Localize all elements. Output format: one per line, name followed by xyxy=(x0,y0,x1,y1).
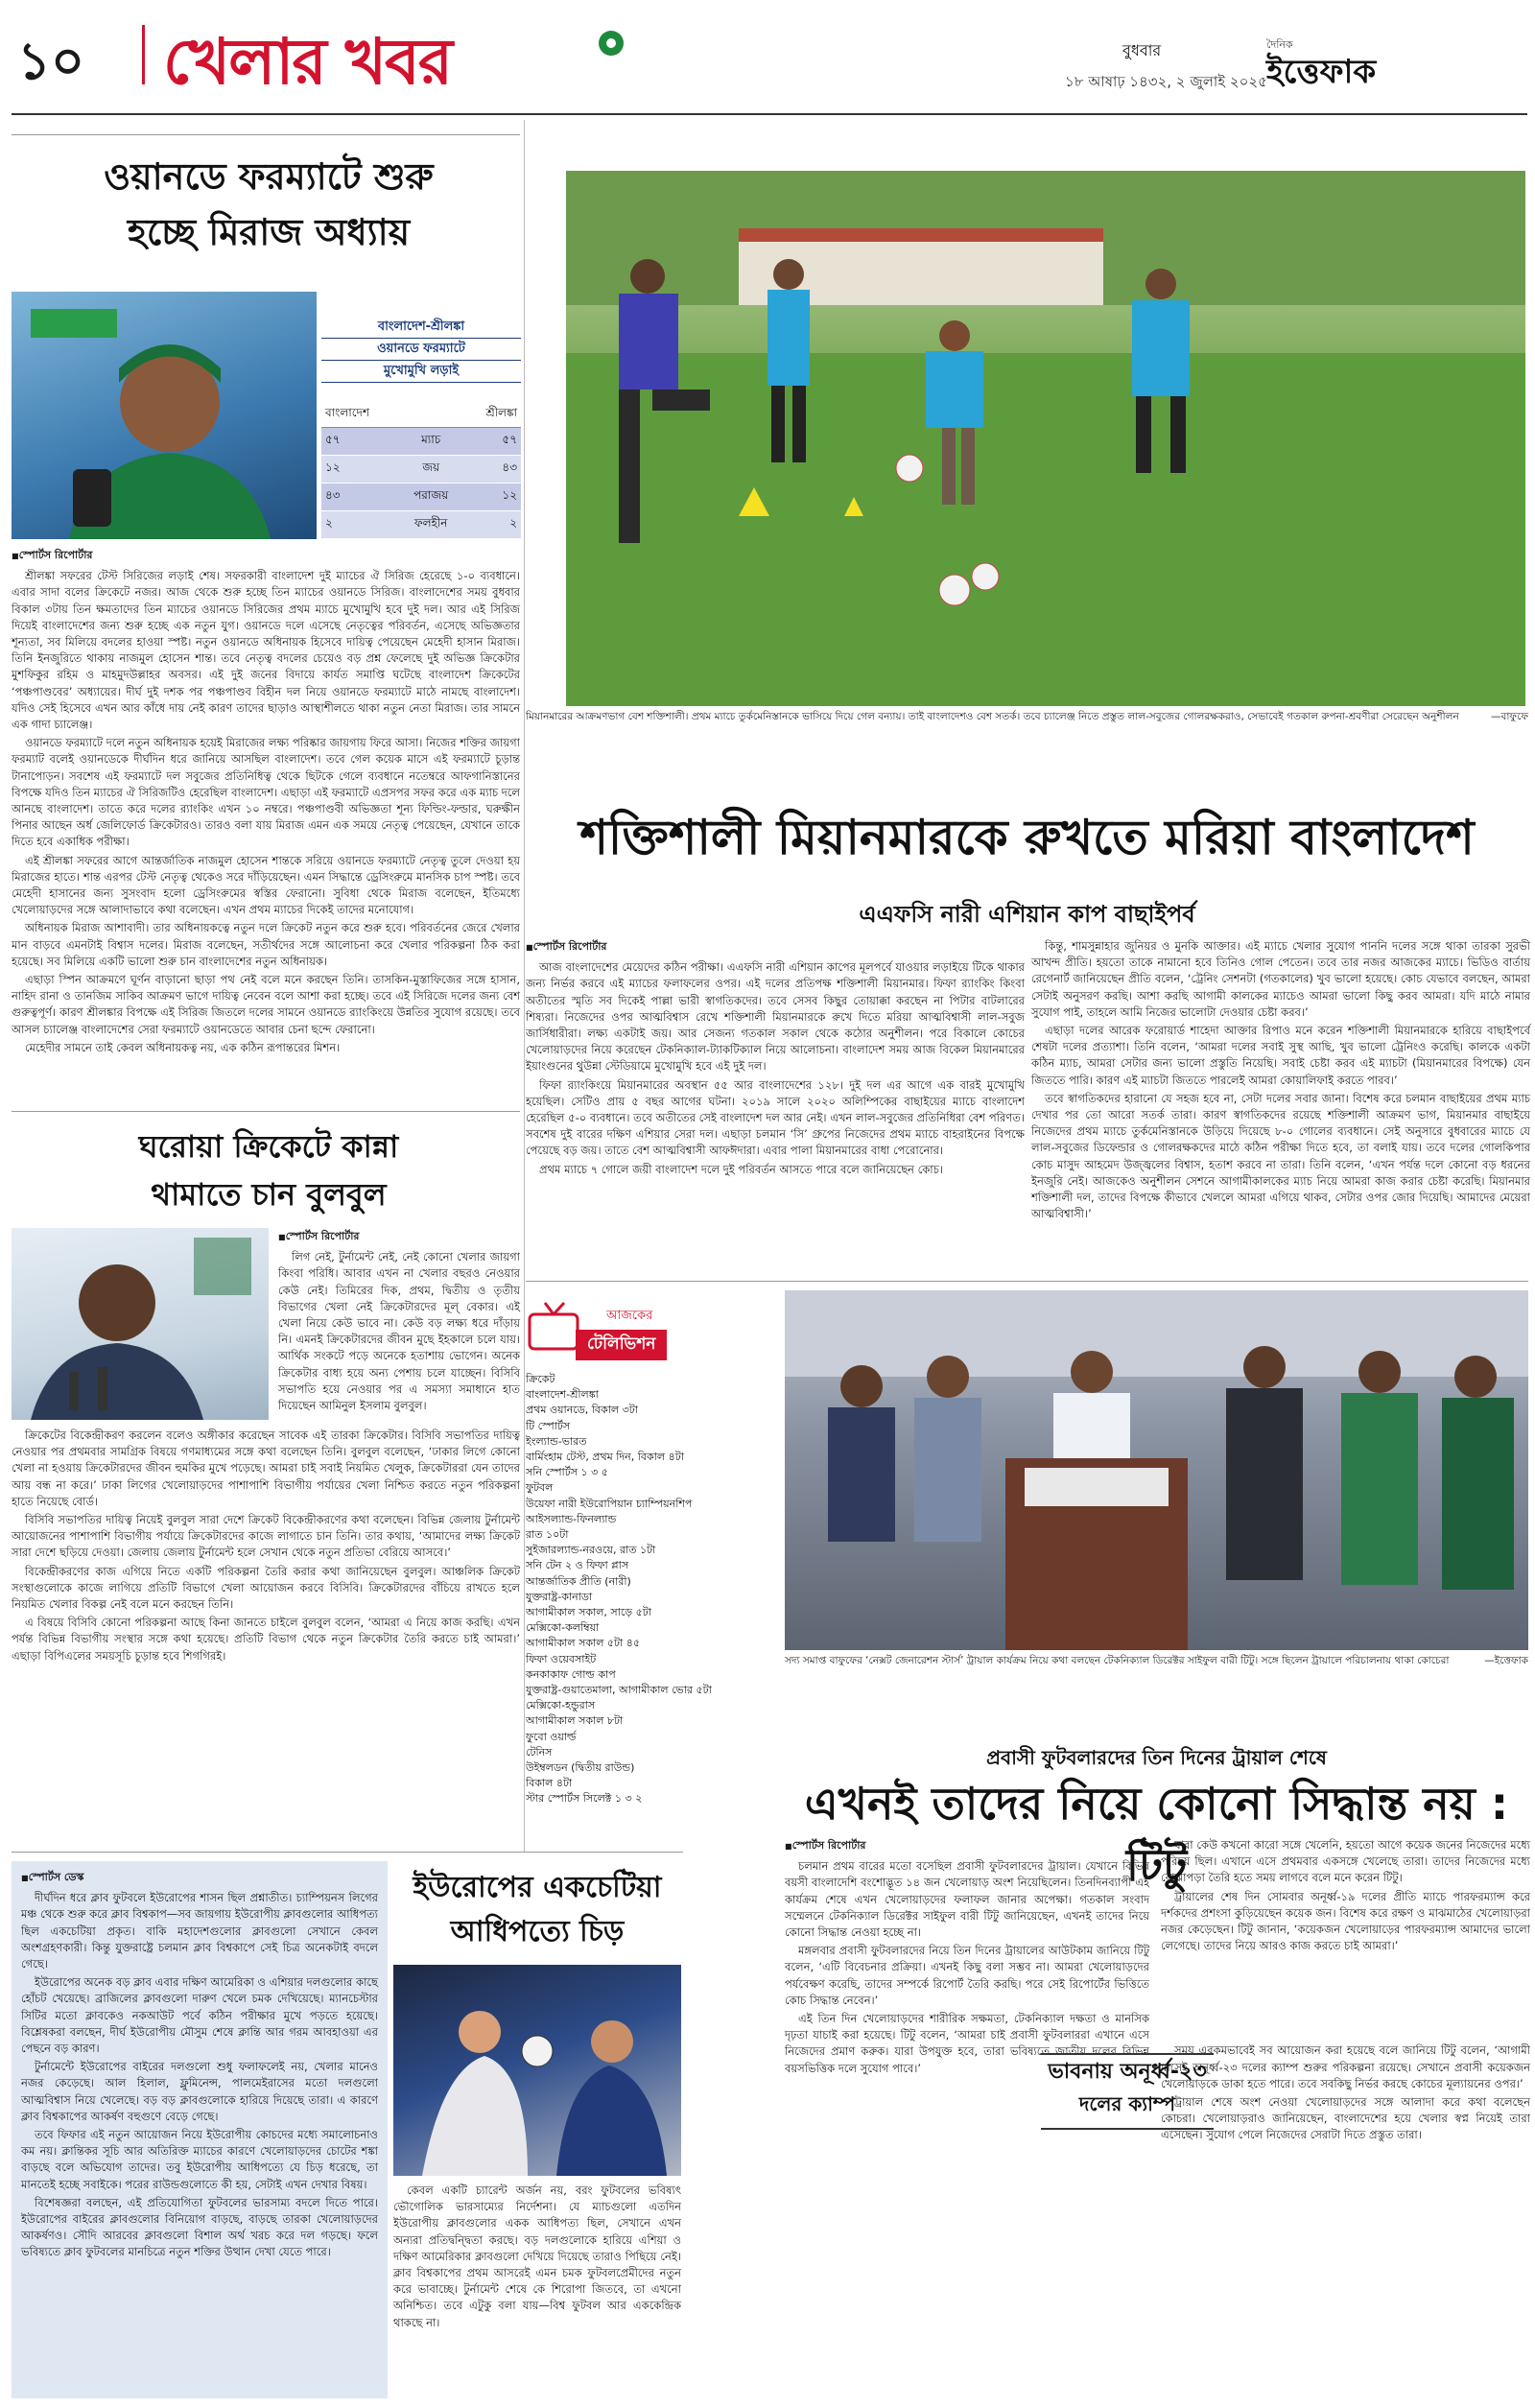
paragraph: কিন্তু, শামসুন্নাহার জুনিয়র ও মুনকি আক্তার। এই ম্যাচে খেলার সুযোগ পাননি দলের সঙ্গে থাকা তারকা সুরভী আখন্দ প্রীতি। হয়তো তাকে নামানো হবে তিনিও গোল পেতেন। তবে তার নজর আজকের ম্যাচে। ভিডিও বার্তায় রেগেনার্ট জানিয়েছেন প্রীতি বলেন, ‘ট্রেনিং সেশনটা (গতকালের) খুব ভালো হয়েছে। কোচ যেভাবে বলছেন, আমরা সেটাই অনুসরণ করছি। আশা করছি আগামী কালকের ম্যাচেও আমরা ভালো কিছু করব আমরা। যদি মাঠে নামার সুযোগ পাই, তাহলে আমি নিজের ভালোটা দেওয়ার চেষ্টা করব।’ xyxy=(1031,939,1530,1019)
column-rule xyxy=(12,1111,520,1112)
h2h-title: ওয়ানডে ফরম্যাটে xyxy=(321,339,521,361)
paragraph: মেহেদীর সামনে তাই কেবল অধিনায়কত্ব নয়, এক কঠিন রূপান্তরের মিশন। xyxy=(25,1040,341,1054)
tv-listing-line: আন্তর্জাতিক প্রীতি (নারী) xyxy=(526,1574,631,1588)
tv-listing-line: ফিফা ওয়েবসাইট xyxy=(526,1652,597,1665)
photo-caption-trial xyxy=(785,1654,1528,1668)
paragraph: ইউরোপের অনেক বড় ক্লাব এবার দক্ষিণ আমেরিকা ও এশিয়ার দলগুলোর কাছে হোঁচট খেয়েছে। ব্রাজিলের ক্লাবগুলো দারুণ খেলে চমক দেখিয়েছে। ম্যানচেস্টার সিটির মতো ক্লাবকেও নকআউট পর্বে কঠিন পরীক্ষার মুখে পড়তে হয়েছে। বিশ্লেষকরা বলছেন, দীর্ঘ ইউরোপীয় মৌসুম শেষে ক্লান্তি আর গরম আবহাওয়া এর পেছনে বড় কারণ। xyxy=(21,1975,378,2056)
article-body-myanmar-col2 xyxy=(1031,938,1530,1224)
headline-bulbul xyxy=(19,1122,518,1218)
tv-listing-line: সনি টেন ২ ও ফিফা প্লাস xyxy=(526,1559,629,1572)
byline: ■ স্পোর্টস ডেস্ক xyxy=(21,1869,378,1886)
subhead-line: ভাবনায় অনূর্ধ্ব-২৩ xyxy=(1048,2060,1207,2084)
newspaper-logo-name: ইত্তেফাক xyxy=(1266,53,1377,91)
article-body-trial-col1 xyxy=(785,1837,1149,2079)
column-rule xyxy=(12,1852,683,1853)
headline-europe xyxy=(393,1866,681,1954)
article-body-myanmar-col1 xyxy=(526,938,1025,1180)
column-rule xyxy=(526,1281,1528,1282)
team-b-header: শ্রীলঙ্কা xyxy=(462,402,521,428)
tv-listing-line: বিকাল ৪টা xyxy=(526,1777,573,1790)
masthead xyxy=(0,0,1535,113)
byline: ■ স্পোর্টস রিপোর্টার xyxy=(785,1837,1149,1854)
section-title: খেলার খবর xyxy=(163,25,452,99)
tv-listing-line: রাত ১০টা xyxy=(526,1528,569,1542)
tv-listing-line: ইংল্যান্ড-ভারত xyxy=(526,1434,587,1448)
tv-listing-line: ক্রিকেট xyxy=(526,1373,555,1385)
tv-label: টেলিভিশন xyxy=(576,1330,667,1360)
headline-line: থামাতে চান বুলবুল xyxy=(151,1176,387,1213)
paragraph: বিসিবি সভাপতির দায়িত্ব নিয়েই বুলবুল সারা দেশে ক্রিকেট বিকেন্দ্রীকরণের কথা বলেছেন। বিভিন্ন জেলায় টুর্নামেন্ট আয়োজনের পাশাপাশি বিভাগীয় পর্যায়ে ক্রিকেটারদের কাজে লাগাতে চান তিনি। তার কথায়, ‘আমাদের লক্ষ্য ক্রিকেট সারা দেশে ছড়িয়ে দেওয়া। জেলায় জেলায় টুর্নামেন্ট হলে সেখান থেকে নতুন প্রতিভা বেরিয়ে আসবে।’ xyxy=(12,1513,520,1560)
headline-line: ঘরোয়া ক্রিকেটে কান্না xyxy=(138,1128,399,1165)
paragraph: শ্রীলঙ্কা সফরের টেস্ট সিরিজের লড়াই শেষ। সফরকারী বাংলাদেশ দুই ম্যাচের ঐ সিরিজ হেরেছে ১-০ ব্যবধানে। এবার সাদা বলের ক্রিকেটে নজর। আজ থেকে শুরু হচ্ছে তিন ম্যাচের ওয়ানডে সিরিজ। বাংলাদেশের সময় বুধবার বিকাল ৩টায় তিন ক্ষমতাদের তিন ম্যাচের ওয়ানডে সিরিজের প্রথম ম্যাচে মুখোমুখি হবে দুই দল। আর এই সিরিজ দিয়েই বাংলাদেশের জন্য শুরু হচ্ছে এক নতুন যুগ। ওয়ানডে দলে এসেছে নেতৃত্বের পরিবর্তন, এসেছে অভিজ্ঞতার শূন্যতা, সব মিলিয়ে বদলের হাওয়া স্পষ্ট। নতুন ওয়ানডে অধিনায়ক হিসেবে দায়িত্ব পেয়েছেন মেহেদী হাসান মিরাজ। তিনি ইনজুরিতে থাকায় নাজমুল হোসেন শান্ত। তবে নেতৃত্ব বদলের চেয়েও বড় প্রশ্ন ফেলেছে দুই অভিজ্ঞ ক্রিকেটার মুশফিকুর রহিম ও মাহমুদউল্লাহর অবসর। এই দুই জনের বিদায়ে কার্যত সমাপ্তি ঘটেছে বাংলাদেশ ক্রিকেটের ‘পঞ্চপাণ্ডবের’ অধ্যায়ের। দীর্ঘ দুই দশক পর পঞ্চপাণ্ডব বিহীন দল নিয়ে ওয়ানডে ফরম্যাটে মাঠে নামছে বাংলাদেশ। যদিও সেই হিসেবে এখন আর কাঁধে দায় নেই কারণ তাদের ছাড়াও আস্থাশীলতে থাকা নতুন নেতা মিরাজ। তার সামনে এক গাদা চ্যালেঞ্জ। xyxy=(12,569,520,732)
paragraph: যারা কেউ কখনো কারো সঙ্গে খেলেনি, হয়তো আগে কয়েক জনের নিজেদের মধ্যে পরিচয় ছিল। এখানে এসে প্রথমবার একসঙ্গে খেলেছে তারা। তাদের নিজেদের মধ্যে বোঝাপড়া তৈরি হতে সময় লাগবে বলে মনে করেন টিটু। xyxy=(1161,1838,1530,1885)
headline-line: ওয়ানডে ফরম্যাটে শুরু xyxy=(104,155,434,198)
kicker-afc: এএফসি নারী এশিয়ান কাপ বাছাইপর্ব xyxy=(859,901,1195,928)
photo-credit: —ইত্তেফাক xyxy=(1484,1655,1528,1666)
tv-listing-line: বাংলাদেশ-শ্রীলঙ্কা xyxy=(526,1388,599,1402)
tv-listing-line: আগামীকাল সকাল, সাড়ে ৫টা xyxy=(526,1606,651,1619)
paragraph: চলমান প্রথম বারের মতো বসেছিল প্রবাসী ফুটবলারদের ট্রায়াল। যেখানে বিভিন্ন বয়সী বাংলাদেশি বংশোদ্ভূত ১৪ জন খেলোয়াড় অংশ নিয়েছিলেন। তিনদিনব্যাপী এই কার্যক্রম শেষে এখন খেলোয়াড়দের ফলাফল জানার অপেক্ষা। গতকাল সংবাদ সম্মেলনে টেকনিক্যাল ডিরেক্টর সাইফুল বারী টিটু জানিয়েছেন, এখনই তাদের নিয়ে কোনো সিদ্ধান্ত নেওয়া হচ্ছে না। xyxy=(785,1859,1149,1940)
caption-text: মিয়ানমারের আক্রমণভাগ বেশ শক্তিশালী। প্রথম ম্যাচে তুর্কমেনিস্তানকে ভাসিয়ে দিয়ে গেল বন্যায়। তাই বাংলাদেশও বেশ সতর্ক। তবে চ্যালেঞ্জ নিতে প্রস্তুত লাল-সবুজের গোলরক্ষকরাও, সেভাবেই গতকাল রুপনা-শ্রবণীরা সেরেছেন অনুশীলন xyxy=(526,711,1459,722)
tv-schedule xyxy=(526,1295,744,1847)
tv-listings xyxy=(526,1372,744,1807)
h2h-stats xyxy=(321,402,521,539)
tv-listing-line: ফুবো ওয়ার্ল্ড xyxy=(526,1730,577,1743)
person-figure xyxy=(1341,1351,1418,1585)
h2h-title: মুখোমুখি লড়াই xyxy=(321,361,521,383)
paragraph: এছাড়া দলের আরেক ফরোয়ার্ড শাহেদা আক্তার রিপাও মনে করেন শক্তিশালী মিয়ানমারকে হারিয়ে বাছাইপর্বে শেষটা দলের প্রত্যাশা। তিনি বলেন, ‘আমরা দলের সবাই সুস্থ আছি, খুব ভালো ট্রেনিংও করেছি। কালকে একটা কঠিন ম্যাচ, আমরা সেটার জন্য ভালো প্রস্তুতি নিয়েছি। সবাই চেষ্টা করব এই ম্যাচটা (মিয়ানমারের বিপক্ষে) যেন জিততে পারি। কারণ এই ম্যাচটা জিততে পারলেই আমরা কোয়ালিফাই করতে পারব।’ xyxy=(1031,1024,1530,1087)
television-icon xyxy=(526,1299,583,1357)
paragraph: ট্রায়াল শেষে অংশ নেওয়া খেলোয়াড়দের সঙ্গে আলাদা করে কথা বলেছেন কোচরা। খেলোয়াড়রাও জানিয়েছেন, বাংলাদেশের হয়ে খেলার স্বপ্ন নিয়েই তারা এসেছেন। সুযোগ পেলে নিজেদের সেরাটা দিতে প্রস্তুত তারা। xyxy=(1161,2095,1530,2142)
tv-listing-line: মেক্সিকো-হন্ডুরাস xyxy=(526,1699,596,1712)
table-row: ২ ফলহীন ২ xyxy=(321,511,521,539)
paragraph: এছাড়া স্পিন আক্রমণে ঘূর্ণন বাড়ানো ছাড়া পথ নেই বলে মনে করছেন তিনি। তাসকিন-মুস্তাফিজের সঙ্গে হাসান, নাহিদ রানা ও তানজিম সাকিব আক্রমণ ভাগে দায়িত্ব নেবেন বলে আশা করা হচ্ছে। তবে এই সিরিজে দলের জন্য বেশ গুরুত্বপূর্ণ। কারণ শ্রীলঙ্কার বিপক্ষে এই সিরিজ জিতলে দলের সামনে ওয়ানডে র‍্যাংকিংয়ে উন্নতির সুযোগ রয়েছে। তবে আসল চ্যালেঞ্জ বাংলাদেশের সেরা ফরম্যাটে ওয়ানডেতে আবার চেনা ছন্দে ফেরানো। xyxy=(12,973,520,1036)
tv-listing-line: আইসল্যান্ড-ফিনল্যান্ড xyxy=(526,1512,617,1525)
paragraph: কেবল একটি চ্যারেন্ট অর্জন নয়, বরং ফুটবলের ভবিষ্যৎ ভৌগোলিক ভারসাম্যের নির্দেশনা। যে ম্যাচগুলো এতদিন ইউরোপীয় ক্লাবগুলোর একক আধিপত্য ছিল, সেখানে এখন অন্যরা প্রতিদ্বন্দ্বিতা করছে। বড় দলগুলোকে হারিয়ে এশিয়া ও দক্ষিণ আমেরিকার ক্লাবগুলো দেখিয়ে দিয়েছে তারাও পিছিয়ে নেই। ক্লাব বিশ্বকাপের প্রথম আসরেই এমন চমক ফুটবলপ্রেমীদের নতুন করে ভাবাচ্ছে। টুর্নামেন্ট শেষে কে শিরোপা জিতবে, তা এখনো অনিশ্চিত। তবে এটুকু বলা যায়—বিশ্ব ফুটবল আর এককেন্দ্রিক থাকছে না। xyxy=(393,2184,681,2329)
head-to-head-table xyxy=(321,317,521,539)
photo-press-conference xyxy=(785,1290,1528,1650)
kicker-trial: প্রবাসী ফুটবলারদের তিন দিনের ট্রায়াল শেষে xyxy=(986,1746,1327,1769)
paragraph: এ বিষয়ে বিসিবি কোনো পরিকল্পনা আছে কিনা জানতে চাইলে বুলবুল বলেন, ‘আমরা এ নিয়ে কাজ করছি। এখন পর্যন্ত বিভিন্ন বিভাগীয় সংস্থার সঙ্গে কথা হয়েছে। প্রতিটি বিভাগ থেকে নতুন ক্রিকেটার তৈরি করতে চাই আমরা।’ এছাড়া বিপিএলের সময়সূচি চূড়ান্ত হবে শিগগিরই। xyxy=(12,1616,520,1663)
tv-listing-line: আগামীকাল সকাল ৮টা xyxy=(526,1714,624,1728)
player-portrait-icon xyxy=(12,292,317,539)
paragraph: ট্রায়ালের শেষ দিন সোমবার অনূর্ধ্ব-১৯ দলের প্রীতি ম্যাচে পারফরম্যান্স করে দর্শকদের প্রশংসা কুড়িয়েছেন কয়েক জন। বিশেষ করে রক্ষণ ও মাঝমাঠের খেলোয়াড়রা নজর কেড়েছেন। টিটু জানান, ‘কয়েকজন খেলোয়াড়ের পারফরম্যান্স আমাদের ভালো লেগেছে। তাদের নিয়ে আরও কাজ করতে চাই আমরা।’ xyxy=(1161,1889,1530,1953)
press-conference-icon xyxy=(785,1290,1528,1650)
headline-myanmar: শক্তিশালী মিয়ানমারকে রুখতে মরিয়া বাংলাদেশ xyxy=(579,810,1475,865)
training-scene-icon xyxy=(566,171,1525,706)
byline: ■ স্পোর্টস রিপোর্টার xyxy=(278,1228,520,1245)
article-body-bulbul xyxy=(12,1428,520,1666)
headline-line: হচ্ছে মিরাজ অধ্যায় xyxy=(127,211,411,253)
paragraph: তবে ফিফার এই নতুন আয়োজন নিয়ে ইউরোপীয় কোচদের মধ্যে সমালোচনাও কম নয়। ক্লান্তিকর সূচি আর অতিরিক্ত ম্যাচের কারণে খেলোয়াড়দের চোটের শঙ্কা বাড়ছে বলে অভিযোগ তাদের। তবু ইউরোপীয় আধিপত্যে যে চিড় ধরেছে, তা মানতেই হচ্ছে সবাইকে। পরের রাউন্ডগুলোতে কী হয়, সেটাই এখন দেখার বিষয়। xyxy=(21,2128,378,2191)
newspaper-logo-small: দৈনিক xyxy=(1266,38,1293,51)
page-number: ১০ xyxy=(17,30,85,91)
subhead-u23 xyxy=(1041,2053,1214,2130)
article-body-europe xyxy=(12,1861,388,2398)
paragraph: আজ বাংলাদেশের মেয়েদের কঠিন পরীক্ষা। এএফসি নারী এশিয়ান কাপের মূলপর্বে যাওয়ার লড়াইয়ে টিকে থাকার জন্য নির্ভর করবে এই ম্যাচের ফলাফলের ওপর। এই দলের প্রতিপক্ষ শক্তিশালী মিয়ানমার। ফিফা র‍্যাংকিং কিংবা অতীতের স্মৃতি সব দিকেই পাল্লা ভারী স্বাগতিকদের। তবে সেসব কিছুর তোয়াক্কা করছেন না পিটার বাটলারের শিষ্যরা। নিজেদের ওপর আত্মবিশ্বাস রেখে শক্তিশালী মিয়ানমারকে রুখে দিতে মরিয়া আত্মবিশ্বাসী লাল-সবুজ জার্সিধারীরা। লক্ষ্য একটাই জয়। আর সেজন্য গতকাল সকাল থেকে কঠোর অনুশীলন। পরে বিকালে কোচের খেলোয়াড়দের নিয়ে করেছেন টেকনিক্যাল-ট্যাকটিক্যাল নিয়ে আলোচনা। বাংলাদেশ সময় আজ বিকেল মিয়ানমারের ইয়াংগুনের থুউন্না স্টেডিয়ামে মুখোমুখি হবে এই দুই দল। xyxy=(526,960,1025,1074)
tv-listing-line: স্টার স্পোর্টস সিলেক্ট ১ ৩ ২ xyxy=(526,1792,643,1806)
photo-caption-training xyxy=(526,710,1528,724)
person-figure xyxy=(914,1356,981,1542)
tv-listing-line: যুক্তরাষ্ট্র-গুয়াতেমালা, আগামীকাল ভোর ৫টা xyxy=(526,1684,712,1697)
photo-credit: —বাফুফে xyxy=(1491,711,1528,722)
tv-listing-line: আগামীকাল সকাল ৫টা ৪৫ xyxy=(526,1637,641,1650)
paragraph: মঙ্গলবার প্রবাসী ফুটবলারদের নিয়ে তিন দিনের ট্রায়ালের আউটকাম জানিয়ে টিটু বলেন, ‘এটি বিবেচনার প্রক্রিয়া। এখনই কিছু বলা সম্ভব না। আমরা খেলোয়াড়দের পর্যবেক্ষণ করেছি, তাদের সম্পর্কে রিপোর্ট তৈরি করছি। পরে সেই রিপোর্টের ভিত্তিতে কোচ সিদ্ধান্ত নেবেন।’ xyxy=(785,1944,1149,2007)
person-figure xyxy=(828,1365,895,1542)
paragraph: এই শ্রীলঙ্কা সফরের আগে আন্তর্জাতিক নাজমুল হোসেন শান্তকে সরিয়ে ওয়ানডে ফরম্যাটে নেতৃত্ব তুলে দেওয়া হয় মিরাজের হাতে। শান্ত এরপর টেস্ট নেতৃত্ব থেকেও সরে দাঁড়িয়েছেন। এমন সিদ্ধান্তে ড্রেসিংরুমে মানসিক চাপ স্পষ্ট। তবে মেহেদী হাসানের জন্য সুসংবাদ হলো ড্রেসিংরুমের স্বস্তির ফেরানো। সুবিধা থেকে মিরাজ বলেছেন, ইতিমধ্যে খেলোয়াড়দের সঙ্গে আলাদাভাবে কথা বলেছেন। এখন প্রথম ম্যাচের দিকেই তাদের মনোযোগ। xyxy=(12,853,520,917)
table-row: ১২ জয় ৪৩ xyxy=(321,456,521,484)
tv-listing-line: সুইজারল্যান্ড-নরওয়ে, রাত ১টা xyxy=(526,1544,656,1557)
headline-odi xyxy=(19,149,518,260)
paragraph: তবে স্বাগতিকদের হারানো যে সহজ হবে না, সেটা দলের সবার জানা। বিশেষ করে চলমান বাছাইয়ের প্রথম ম্যাচ দেখার পর তো আরো সতর্ক তারা। কারণ স্বাগতিকদের রয়েছে শক্তিশালী আক্রমণ ভাগ, মিয়ানমার বাছাইয়ে নিজেদের প্রথম ম্যাচে তুর্কমেনিস্তানকে উড়িয়ে দিয়েছে ৮-০ গোলের ব্যবধানে। সেই অনুসারে বুধবারের ম্যাচে যে লাল-সবুজের ডিফেন্ডার ও গোলরক্ষকদের মাঠে কঠিন পরীক্ষা দিতে হবে, তা বলাই যায়। তবে দলের গোলকিপার কোচ মাসুদ আহমেদ উজ্জ্বলের বিশ্বাস, হতাশ করবে না তারা। তিনি বলেন, ‘এখন পর্যন্ত দলে কোনো বড় ধরনের ইনজুরি নেই। আজকেও অনুশীলন সেশনে আগামীকালকের ম্যাচ নিয়ে আমরা কাজ করার চেষ্টা করেছি। মিয়ানমার শক্তিশালী দল, তাদের বিপক্ষে কীভাবে খেললে আমরা এগিয়ে থাকব, সেটার ওপর জোর দিয়েছি। আমাদের মেয়েরা আত্মবিশ্বাসী।’ xyxy=(1031,1091,1530,1221)
headline-line: আধিপত্যে চিড় xyxy=(450,1915,625,1948)
tv-listing-line: টেনিস xyxy=(526,1745,553,1759)
table-row: ৪৩ পরাজয় ১২ xyxy=(321,484,521,511)
paragraph: ওয়ানডে ফরম্যাটে দলে নতুন অধিনায়ক হয়েই মিরাজের লক্ষ্য পরিষ্কার জায়গায় ফিরে আসা। নিজের শক্তির জায়গা ফরম্যাট বলেই ওয়ানডেকে দীর্ঘদিন ধরে জানিয়ে আসছিল বাংলাদেশ। তবে গেল কয়েক মাসে এই ফরম্যাটে চূড়ান্ত টানাপোড়ন। সবশেষ এই ফরম্যাটে দল সবুজের প্রতিনিধিত্ব থেকে ছিটকে গেলে ব্যবধানে নতেম্বরে আফগানিস্তানের বিপক্ষে যদিও তিন ম্যাচের ঐ সিরিজটিও হেরেছিল বাংলাদেশ। এছাড়া এই ফরম্যাটে এপ্রসপর সফর করে এক ম্যাচ দলে আনছে বাংলাদেশ। তাতে করে দলের র‍্যাংকিং এখন ১০ নম্বরে। পঞ্চপাণ্ডবী অভিজ্ঞতা শূন্য ফিল্ডিং-ফল্ডার, ঘরুক্ষীন পিনার আছেন অর্ধ জেলিফোর্ড ক্রিকেটারও। তারও বলা যায় মিরাজ এমন এক সময়ে নেতৃত্ব পেয়েছেন, যেখানে তাকে দিতে হবে একাধিক পরীক্ষা। xyxy=(12,736,520,849)
paragraph: ফিফা র‍্যাংকিংয়ে মিয়ানমারের অবস্থান ৫৫ আর বাংলাদেশের ১২৮। দুই দল এর আগে এক বারই মুখোমুখি হয়েছিল। সেটিও প্রায় ৫ বছর আগের ঘটনা। ২০১৯ সালে ২০২০ অলিম্পিকের বাছাইয়ের ম্যাচে বাংলাদেশ হেরেছিল ৫-০ ব্যবধানে। তবে অতীতের সেই বাংলাদেশ দল আর নেই। এখন লাল-সবুজের প্রতিনিধিরা বেশ পরিণত। সবশেষ দুই বারের দক্ষিণ এশিয়ার সেরা দল। এছাড়া চলমান ‘সি’ গ্রুপের নিজেদের প্রথম ম্যাচে বাহরাইনের বিপক্ষে পেয়েছে বড় জয়। তাতে বেশ আত্মবিশ্বাসী আফঈদারা। এবার পালা মিয়ানমারের বাধা পেরোনোর। xyxy=(526,1077,1025,1158)
tv-listing-line: ফুটবল xyxy=(526,1481,554,1495)
paragraph: অধিনায়ক মিরাজ আশাবাদী। তার অধিনায়কত্বে নতুন দলে ক্রিকেট নতুন করে শুরু হবে। পরিবর্তনের জেরে খেলার মান বাড়বে এমনটাই বিশ্বাস দলের। মিরাজ বলেছেন, সতীর্থদের সঙ্গে আলোচনা করে খেলার পরিকল্পনা ঠিক করা হয়েছে। সব মিলিয়ে একটি ভালো শুরু চান বাংলাদেশের নতুন অধিনায়ক। xyxy=(12,921,520,968)
caption-text: সদ্য সমাপ্ত বাফুফের ‘নেক্সট জেনারেশন স্টার্স’ ট্রায়াল কার্যক্রম নিয়ে কথা বলছেন টেকনিক্যাল ডিরেক্টর সাইফুল বারী টিটু। সঙ্গে ছিলেন ট্রায়ালে পরিচালনায় থাকা কোচেরা xyxy=(785,1655,1450,1666)
article-body-odi xyxy=(12,547,520,1058)
person-figure xyxy=(1226,1346,1303,1580)
paragraph: দীর্ঘদিন ধরে ক্লাব ফুটবলে ইউরোপের শাসন ছিল প্রশ্নাতীত। চ্যাম্পিয়নস লিগের মঞ্চ থেকে শুরু করে ক্লাব বিশ্বকাপ—সব জায়গায় ইউরোপীয় ক্লাবগুলোর আধিপত্য ছিল একচেটিয়া প্রকৃত। বাকি মহাদেশগুলোর ক্লাবগুলো সেখানে কেবল অংশগ্রহণকারী। কিন্তু যুক্তরাষ্ট্রে চলমান ক্লাব বিশ্বকাপে সেই চিত্র অনেকটাই বদলে গেছে। xyxy=(21,1891,378,1971)
tv-listing-line: কনকাকাফ গোল্ড কাপ xyxy=(526,1667,616,1681)
headline-trial: এখনই তাদের নিয়ে কোনো সিদ্ধান্ত নয় : টিটু xyxy=(804,1778,1509,1891)
headline-line: ইউরোপের একচেটিয়া xyxy=(413,1871,662,1904)
tv-listing-line: প্রথম ওয়ানডে, বিকাল ৩টা xyxy=(526,1404,638,1417)
masthead-rule xyxy=(12,113,1527,115)
paragraph: বিকেন্দ্রীকরণের কাজ এগিয়ে নিতে একটি পরিকল্পনা তৈরি করার কথা জানিয়েছেন বুলবুল। আঞ্চলিক ক্রিকেট সংস্থাগুলোকে কাজে লাগিয়ে প্রতিটি বিভাগে খেলা আয়োজন করবে বিসিবি। ক্রিকেটারদের বাঁচিয়ে রাখতে হলে নিয়মিত খেলার বিকল্প নেই বলে মনে করছেন তিনি। xyxy=(12,1564,520,1612)
masthead-divider xyxy=(142,25,145,84)
paragraph: ক্রিকেটের বিকেন্দ্রীকরণ করলেন বলেও অঙ্গীকার করেছেন সাবেক এই তারকা ক্রিকেটার। বিসিবি সভাপতির দায়িত্ব নেওয়ার পর প্রথমবার সামগ্রিক বিষয়ে গণমাধ্যমের সঙ্গে কথা বলেছেন তিনি। বুলবুল বলেছেন, ‘ঢাকার লিগে কোনো খেলা না হওয়ায় ক্রিকেটারদের জীবন হুমকির মুখে পড়েছে। আমরা চাই সবাই নিয়মিত খেলুক, ক্রিকেটাররা যেন তাদের আয় বন্ধ না করে।’ ঢাকা লিগের খেলোয়াড়দের পাশাপাশি বিভাগীয় পর্যায়ের খেলা নিশ্চিত করতে নতুন পরিকল্পনা হাতে নিয়েছে বোর্ড। xyxy=(12,1428,520,1508)
byline: ■ স্পোর্টস রিপোর্টার xyxy=(526,938,1025,956)
football-players-icon xyxy=(393,1965,681,2176)
photo-mehidy xyxy=(12,292,317,539)
football-icon xyxy=(597,29,626,58)
paragraph: টুর্নামেন্টে ইউরোপের বাইরের দলগুলো শুধু ফলাফলেই নয়, খেলার মানেও নজর কেড়েছে। আল হিলাল, ফ্লুমিনেন্স, পালমেইরাসের মতো দলগুলো আত্মবিশ্বাস নিয়ে খেলেছে। বড় বড় ক্লাবগুলোকে হারিয়ে দিয়েছে তারা। এ কারণে ক্লাব বিশ্বকাপের আকর্ষণ বহুগুণে বেড়ে গেছে। xyxy=(21,2060,378,2123)
article-body-europe-col2 xyxy=(393,2183,681,2333)
tv-label-small: আজকের xyxy=(606,1309,653,1323)
tv-listing-line: যুক্তরাষ্ট্র-কানাডা xyxy=(526,1590,593,1603)
issue-date: ১৮ আষাঢ় ১৪৩২, ২ জুলাই ২০২৫ xyxy=(1065,73,1267,90)
column-separator xyxy=(524,120,525,1852)
tv-listing-line: উয়েফা নারী ইউরোপিয়ান চ্যাম্পিয়নশিপ xyxy=(526,1497,693,1510)
person-figure xyxy=(1442,1356,1514,1590)
tv-listing-line: বার্মিংহাম টেস্ট, প্রথম দিন, বিকাল ৪টা xyxy=(526,1451,684,1464)
paragraph: লিগ নেই, টুর্নামেন্ট নেই, নেই কোনো খেলার জায়গা কিংবা পরিধি। আবার এখন না খেলার বছরও নেওয়ার কেউ নেই। তিমিরের দিক, প্রথম, দ্বিতীয় ও তৃতীয় বিভাগের খেলা নেই ক্রিকেটারদের মূল্ বেকার। এই খেলা নিয়ে কেউ ভাবে না। কেউ বড় লক্ষ্য ধরে দাঁড়ায় নি। এমনই ক্রিকেটারদের জীবন মুছে ইহকালে চলে যায়। আর্থিক সংকটে পড়ে অনেকে হতাশায় ভোগেন। অনেক ক্রিকেটার বাধ্য হয়ে অন্য পেশায় চলে যাচ্ছেন। বিসিবি সভাপতি হয়ে নেওয়ার পর এ সমস্যা সমাধানে হাত দিয়েছেন আমিনুল ইসলাম বুলবুল। xyxy=(278,1250,520,1413)
photo-football-match xyxy=(393,1965,681,2176)
weekday: বুধবার xyxy=(1122,41,1162,59)
tv-listing-line: টি স্পোর্টস xyxy=(526,1419,571,1432)
tv-listing-line: মেক্সিকো-কলম্বিয়া xyxy=(526,1621,600,1635)
table-row: ৫৭ ম্যাচ ৫৭ xyxy=(321,428,521,456)
article-body-bulbul-col xyxy=(278,1228,520,1416)
h2h-title: বাংলাদেশ-শ্রীলঙ্কা xyxy=(321,317,521,339)
photo-bulbul xyxy=(12,1228,269,1420)
byline: ■ স্পোর্টস রিপোর্টার xyxy=(12,547,520,564)
press-conference-portrait-icon xyxy=(12,1228,269,1420)
subhead-line: দলের ক্যাম্প xyxy=(1078,2092,1176,2115)
article-body-trial-col2 xyxy=(1161,1837,1530,2146)
tv-listing-line: উইম্বলডন (দ্বিতীয় রাউন্ড) xyxy=(526,1761,635,1775)
photo-training xyxy=(566,171,1525,706)
team-a-header: বাংলাদেশ xyxy=(321,402,399,428)
paragraph: সময় এরকমভাবেই সব আয়োজন করা হয়েছে বলে জানিয়ে টিটু বলেন, ‘আগামী মাসেই অনূর্ধ্ব-২৩ দলের ক্যাম্প শুরুর পরিকল্পনা রয়েছে। সেখানে প্রবাসী কয়েকজন খেলোয়াড়কে ডাকা হতে পারে। তবে সবকিছু নির্ভর করছে কোচের মূল্যায়নের ওপর।’ xyxy=(1161,2043,1530,2090)
column-rule xyxy=(12,134,520,135)
paragraph: এই তিন দিন খেলোয়াড়দের শারীরিক সক্ষমতা, টেকনিক্যাল দক্ষতা ও মানসিক দৃঢ়তা যাচাই করা হয়েছে। টিটু বলেন, ‘আমরা চাই প্রবাসী ফুটবলাররা এখানে এসে নিজেদের প্রমাণ করুক। যারা উপযুক্ত হবে, তারা ভবিষ্যতে জাতীয় দলের বিভিন্ন বয়সভিত্তিক দলে সুযোগ পাবে।’ xyxy=(785,2012,1149,2075)
tv-listing-line: সনি স্পোর্টস ১ ৩ ৫ xyxy=(526,1466,608,1479)
paragraph: প্রথম ম্যাচে ৭ গোলে জয়ী বাংলাদেশ দলে দুই পরিবর্তন আসতে পারে বলে জানিয়েছেন কোচ। xyxy=(539,1162,943,1176)
paragraph: বিশেষজ্ঞরা বলছেন, এই প্রতিযোগিতা ফুটবলের ভারসাম্য বদলে দিতে পারে। ইউরোপের বাইরের ক্লাবগুলোর বিনিয়োগ বাড়ছে, বাড়ছে তারকা খেলোয়াড়দের আকর্ষণও। সৌদি আরবের ক্লাবগুলো বিশাল অর্থ খরচ করে দল গড়ছে। ফলে ভবিষ্যতে ক্লাব ফুটবলের মানচিত্রে নতুন শক্তির উত্থান দেখা যেতে পারে। xyxy=(21,2195,378,2259)
tv-schedule-header xyxy=(526,1295,700,1362)
newspaper-logo xyxy=(1266,36,1525,91)
